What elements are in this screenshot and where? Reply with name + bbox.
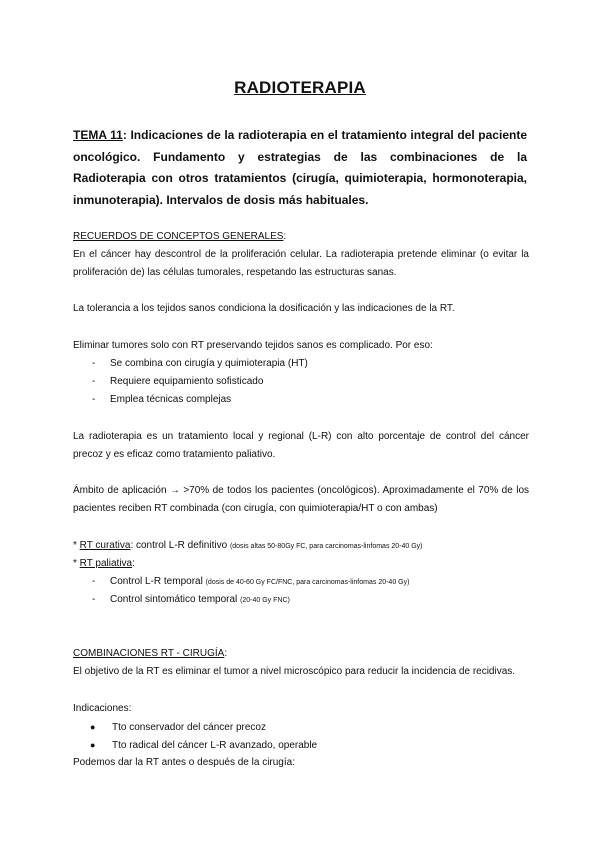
list-item-text: Se combina con cirugía y quimioterapia (HT) (110, 358, 308, 369)
topic-heading (73, 125, 527, 211)
list-item-text: Control L-R temporal (110, 576, 206, 587)
list-item-note: (20-40 Gy FNC) (240, 597, 290, 604)
dash-marker: - (92, 594, 96, 605)
paragraph: La tolerancia a los tejidos sanos condiciona la dosificación y las indicaciones de la RT. (73, 303, 455, 314)
dash-marker: - (92, 358, 96, 369)
rt-paliativa-line (73, 555, 529, 573)
dash-marker: - (92, 576, 96, 587)
section-heading-text: RECUERDOS DE CONCEPTOS GENERALES (73, 231, 284, 242)
heading-colon: : (224, 648, 228, 659)
list-item (92, 355, 308, 373)
list-item (92, 573, 409, 592)
page-title: RADIOTERAPIA (234, 78, 366, 97)
paragraph: Ámbito de aplicación → >70% de todos los pacientes (oncológicos). Aproximadamente el 70% de los pacientes reciben RT combinada (con cirugía, con quimioterapia/HT o con ambas) (73, 485, 529, 514)
list-item (92, 591, 290, 610)
rt-paliativa-label: RT paliativa (79, 558, 133, 569)
heading-colon: : (132, 558, 135, 569)
dash-marker: - (92, 394, 96, 405)
paragraph: Indicaciones: (73, 703, 132, 714)
topic-text: : Indicaciones de la radioterapia en el tratamiento integral del paciente oncológico. Fundamento y estrategias de las combinaciones de la Radioterapia con otros tratamientos (cirugía, quimioterapia, hormonoterapia, inmunoterapia). Intervalos de dosis más habituales. (73, 128, 527, 207)
list-item-text: Tto conservador del cáncer precoz (112, 722, 266, 733)
paragraph: En el cáncer hay descontrol de la proliferación celular. La radioterapia pretende eliminar (o evitar la proliferación de) las células tumorales, respetando las estructuras sanas. (73, 249, 529, 278)
paragraph: Podemos dar la RT antes o después de la cirugía: (73, 757, 295, 768)
rt-curativa-label: RT curativa (79, 540, 131, 551)
section-heading-surgery (73, 645, 529, 663)
list-item (90, 718, 266, 737)
bullet-marker: ● (90, 740, 96, 750)
dash-marker: - (92, 376, 96, 387)
paragraph: Eliminar tumores solo con RT preservando tejidos sanos es complicado. Por eso: (73, 340, 433, 351)
rt-curativa-note: (dosis altas 50-80Gy FC, para carcinomas-linfomas 20-40 Gy) (229, 543, 423, 550)
list-item-text: Requiere equipamiento sofisticado (110, 376, 264, 387)
paragraph: La radioterapia es un tratamiento local y regional (L-R) con alto porcentaje de control del cáncer precoz y es eficaz como tratamiento paliativo. (73, 431, 529, 460)
list-item-note: (dosis de 40-60 Gy FC/FNC, para carcinomas-linfomas 20-40 Gy) (205, 579, 410, 586)
section-heading-text: COMBINACIONES RT - CIRUGÍA (73, 648, 225, 659)
list-item (92, 391, 231, 409)
list-item-text: Tto radical del cáncer L-R avanzado, operable (112, 740, 318, 751)
paragraph: El objetivo de la RT es eliminar el tumor a nivel microscópico para reducir la incidencia de recidivas. (73, 666, 516, 677)
section-heading-general (73, 228, 529, 246)
asterisk: * (73, 540, 80, 551)
list-item-text: Emplea técnicas complejas (110, 394, 232, 405)
asterisk: * (73, 558, 80, 569)
rt-curativa-line (73, 537, 529, 556)
heading-colon: : (283, 231, 287, 242)
list-item (90, 736, 317, 755)
list-item (92, 373, 263, 391)
bullet-marker: ● (90, 722, 96, 732)
list-item-text: Control sintomático temporal (110, 594, 241, 605)
rt-curativa-text: : control L-R definitivo (130, 540, 230, 551)
topic-label: TEMA 11 (73, 128, 123, 142)
